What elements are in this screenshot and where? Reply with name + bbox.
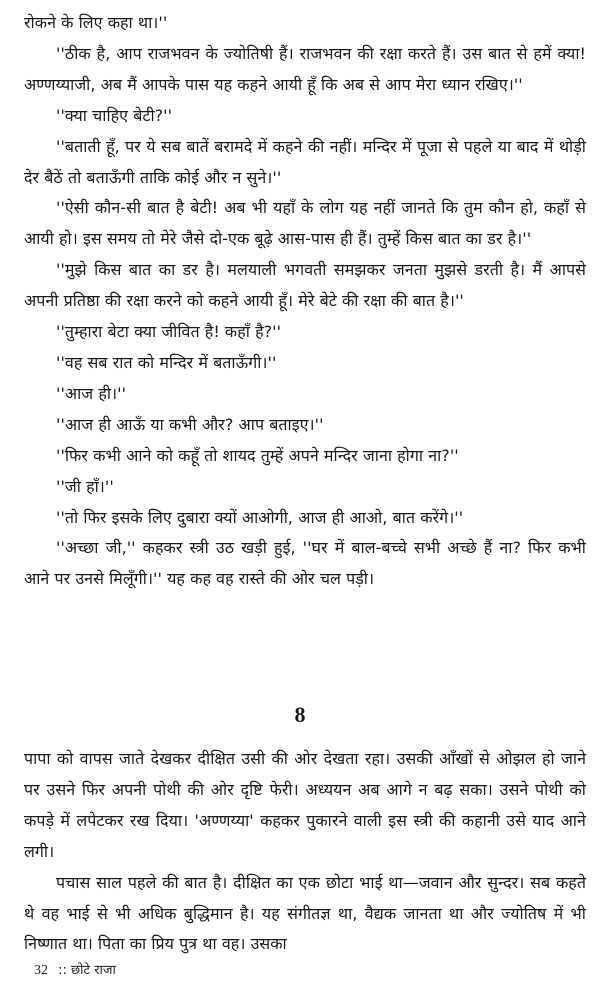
- paragraph: ''तुम्हारा बेटा क्या जीवित है! कहाँ है?'': [56, 322, 282, 342]
- paragraph: ''आज ही।'': [56, 383, 127, 403]
- paragraph: ''आज ही आऊँ या कभी और? आप बताइए।'': [56, 414, 324, 434]
- chapter-text-part-1: [24, 8, 586, 595]
- paragraph: पापा को वापस जाते देखकर दीक्षित उसी की ओर देखता रहा। उसकी आँखों से ओझल हो जाने पर उसने फिर अपनी पोथी की ओर दृष्टि फेरी। अध्ययन अब आगे न बढ़ सका। उसने पोथी को कपड़े में लपेटकर रख दिया। 'अण्णय्या' कहकर पुकारने वाली इस स्त्री की कहानी उसे याद आने लगी।: [24, 749, 586, 861]
- paragraph: ''ऐसी कौन-सी बात है बेटी! अब भी यहाँ के लोग यह नहीं जानते कि तुम कौन हो, कहाँ से आयी हो। इस समय तो मेरे जैसे दो-एक बूढ़े आस-पास ही हैं। तुम्हें किस बात का डर है।'': [24, 198, 586, 249]
- page-number: 32: [34, 963, 48, 978]
- paragraph: ''बताती हूँ, पर ये सब बातें बरामदे में कहने की नहीं। मन्दिर में पूजा से पहले या बाद में थोड़ी देर बैठें तो बताऊँगी ताकि कोई और न सुने।'': [24, 136, 586, 187]
- paragraph: ''मुझे किस बात का डर है। मलयाली भगवती समझकर जनता मुझसे डरती है। मैं आपसे अपनी प्रतिष्ठा की रक्षा करने को कहने आयी हूँ। मेरे बेटे की रक्षा की बात है।'': [24, 260, 586, 311]
- page-footer: [34, 962, 116, 980]
- paragraph: ''अच्छा जी,'' कहकर स्त्री उठ खड़ी हुई, ''घर में बाल-बच्चे सभी अच्छे हैं ना? फिर कभी आने पर उनसे मिलूँगी।'' यह कह वह रास्ते की ओर चल पड़ी।: [24, 538, 586, 589]
- paragraph: ''तो फिर इसके लिए दुबारा क्यों आओगी, आज ही आओ, बात करेंगे।'': [56, 507, 464, 527]
- paragraph: ''ठीक है, आप राजभवन के ज्योतिषी हैं। राजभवन की रक्षा करते हैं। उस बात से हमें क्या! अण्णय्याजी, अब मैं आपके पास यह कहने आयी हूँ कि अब से आप मेरा ध्यान रखिए।'': [24, 43, 586, 94]
- section-number: 8: [294, 702, 306, 727]
- chapter-text-part-2: [24, 744, 586, 960]
- paragraph: ''जी हाँ।'': [56, 476, 114, 496]
- paragraph: रोकने के लिए कहा था।'': [24, 13, 168, 32]
- paragraph: ''फिर कभी आने को कहूँ तो शायद तुम्हें अपने मन्दिर जाना होगा ना?'': [56, 445, 459, 465]
- paragraph: ''क्या चाहिए बेटी?'': [56, 105, 173, 125]
- paragraph: पचास साल पहले की बात है। दीक्षित का एक छोटा भाई था—जवान और सुन्दर। सब कहते थे वह भाई से भी अधिक बुद्धिमान है। यह संगीतज्ञ था, वैद्यक जानता था और ज्योतिष में भी निष्णात था। पिता का प्रिय पुत्र था वह। उसका: [24, 872, 586, 954]
- paragraph: ''वह सब रात को मन्दिर में बताऊँगी।'': [56, 352, 277, 372]
- running-title: :: छोटे राजा: [58, 963, 116, 978]
